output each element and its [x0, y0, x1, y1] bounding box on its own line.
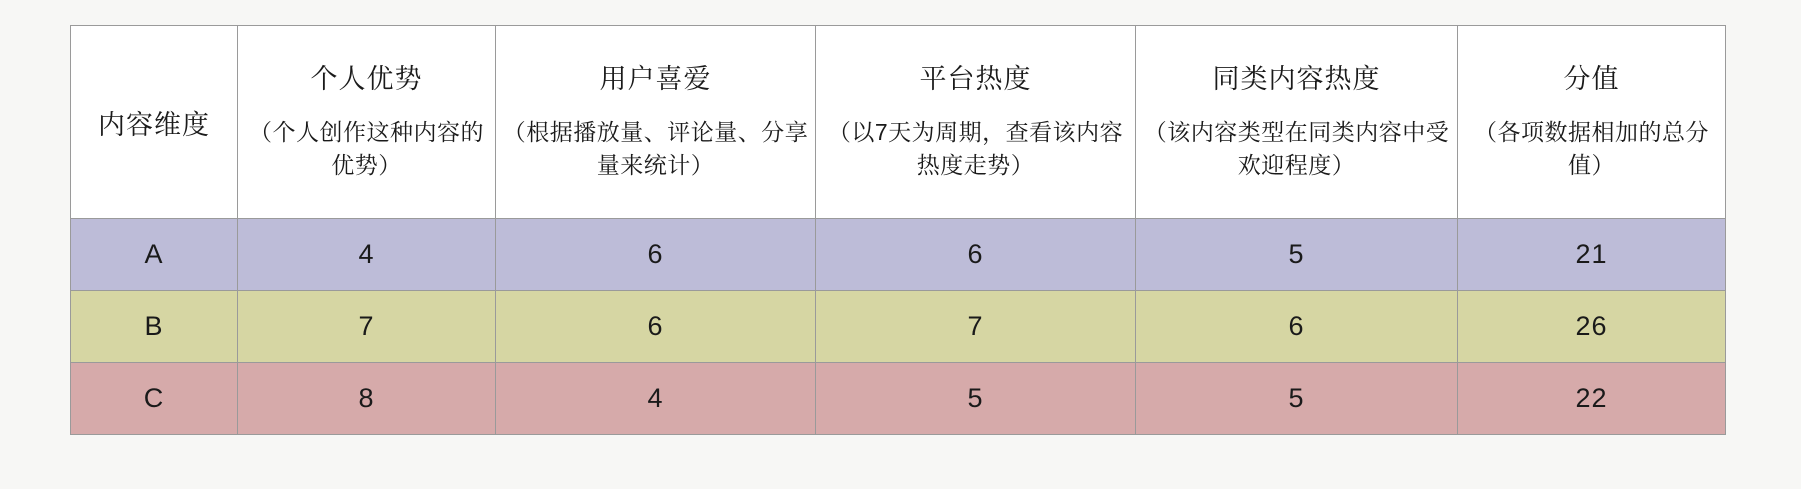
cell-personal-advantage: 7 [238, 291, 496, 363]
table-row [71, 219, 1726, 291]
cell-score: 21 [1458, 219, 1726, 291]
column-header-similar-heat-note: （该内容类型在同类内容中受欢迎程度） [1143, 119, 1450, 178]
cell-similar-heat: 5 [1136, 219, 1458, 291]
cell-user-love: 4 [496, 363, 816, 435]
table-body [71, 219, 1726, 435]
cell-dimension: C [71, 363, 238, 435]
column-header-user-love-label: 用户喜爱 [599, 64, 712, 94]
cell-similar-heat: 5 [1136, 363, 1458, 435]
table-row [71, 291, 1726, 363]
cell-score: 26 [1458, 291, 1726, 363]
column-header-score [1458, 26, 1726, 219]
cell-platform-heat: 5 [816, 363, 1136, 435]
column-header-dimension [71, 26, 238, 219]
column-header-similar-heat-label: 同类内容热度 [1212, 64, 1381, 94]
column-header-score-note: （各项数据相加的总分值） [1474, 119, 1709, 178]
cell-platform-heat: 7 [816, 291, 1136, 363]
score-table-container [70, 25, 1725, 435]
column-header-dimension-label: 内容维度 [98, 109, 210, 140]
cell-personal-advantage: 8 [238, 363, 496, 435]
column-header-personal-advantage-label: 个人优势 [310, 64, 423, 94]
content-dimension-score-table [70, 25, 1726, 435]
cell-similar-heat: 6 [1136, 291, 1458, 363]
column-header-platform-heat-note: （以7天为周期，查看该内容热度走势） [827, 119, 1124, 178]
column-header-platform-heat [816, 26, 1136, 219]
cell-score: 22 [1458, 363, 1726, 435]
cell-user-love: 6 [496, 219, 816, 291]
cell-personal-advantage: 4 [238, 219, 496, 291]
table-header [71, 26, 1726, 219]
column-header-similar-heat [1136, 26, 1458, 219]
column-header-personal-advantage [238, 26, 496, 219]
cell-dimension: A [71, 219, 238, 291]
column-header-user-love-note: （根据播放量、评论量、分享量来统计） [502, 119, 809, 178]
table-row [71, 363, 1726, 435]
cell-user-love: 6 [496, 291, 816, 363]
column-header-score-label: 分值 [1563, 64, 1620, 94]
cell-platform-heat: 6 [816, 219, 1136, 291]
column-header-personal-advantage-note: （个人创作这种内容的优势） [249, 119, 484, 178]
column-header-user-love [496, 26, 816, 219]
cell-dimension: B [71, 291, 238, 363]
column-header-platform-heat-label: 平台热度 [919, 64, 1032, 94]
header-row [71, 26, 1726, 219]
